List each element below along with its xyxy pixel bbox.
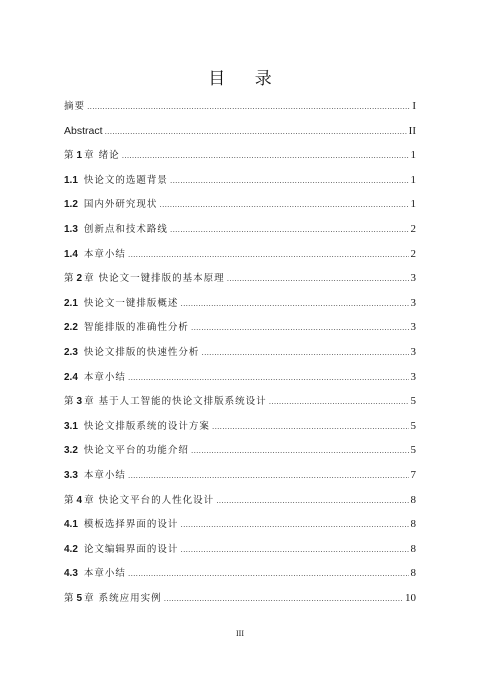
toc-page-number: 8 [410, 567, 416, 580]
toc-page-number: 1 [410, 149, 416, 162]
toc-page-number: 2 [410, 222, 416, 235]
entry-text: 第 [64, 273, 75, 285]
toc-entry[interactable] [64, 512, 416, 537]
table-of-contents [64, 94, 416, 610]
toc-entry[interactable] [64, 414, 416, 439]
dot-leader [191, 316, 409, 341]
toc-entry-label [64, 538, 178, 563]
toc-entry-label [64, 341, 199, 366]
toc-entry-label [64, 513, 178, 538]
dot-leader [159, 193, 408, 218]
toc-page-number: 7 [410, 468, 416, 481]
toc-page-number: 3 [410, 370, 416, 383]
toc-entry-label [64, 562, 126, 587]
toc-entry-label [64, 316, 189, 341]
toc-page-number: 5 [410, 395, 416, 408]
entry-text: 论文编辑界面的设计 [83, 543, 179, 555]
dot-leader [180, 292, 408, 317]
toc-entry[interactable] [64, 217, 416, 242]
toc-page-number: 1 [410, 173, 416, 186]
entry-text: 第 [64, 396, 75, 408]
section-number: 3.3 [64, 469, 78, 481]
toc-entry[interactable] [64, 192, 416, 217]
toc-page-number: II [408, 124, 416, 137]
dot-leader [180, 513, 408, 538]
toc-page-number: 8 [410, 542, 416, 555]
dot-leader [128, 366, 409, 391]
toc-entry[interactable] [64, 365, 416, 390]
toc-entry-label [64, 144, 120, 169]
section-number: 1.4 [64, 248, 78, 260]
entry-text-suffix: 章 绪论 [84, 150, 120, 162]
entry-text: 快论文平台的功能介绍 [83, 445, 189, 457]
toc-page-number: 3 [410, 321, 416, 334]
dot-leader [227, 267, 409, 292]
toc-entry[interactable] [64, 488, 416, 513]
toc-entry[interactable] [64, 463, 416, 488]
entry-text-suffix: 章 基于人工智能的快论文排版系统设计 [84, 396, 267, 408]
toc-entry[interactable] [64, 340, 416, 365]
entry-text-suffix: 章 快论文平台的人性化设计 [84, 494, 215, 506]
toc-entry-label [64, 193, 157, 218]
section-number: 2.4 [64, 371, 78, 383]
entry-text: 国内外研究现状 [83, 199, 158, 211]
entry-text: 模板选择界面的设计 [83, 519, 179, 531]
toc-entry-label [64, 95, 85, 120]
entry-text: 第 [64, 494, 75, 506]
dot-leader [191, 439, 409, 464]
section-number: 3.1 [64, 420, 78, 432]
entry-text: 本章小结 [83, 248, 126, 260]
chapter-number: 3 [76, 396, 83, 408]
toc-page-number: 2 [410, 247, 416, 260]
toc-entry[interactable] [64, 119, 416, 144]
entry-text: 智能排版的准确性分析 [83, 322, 189, 334]
dot-leader [128, 243, 409, 268]
toc-entry-label [64, 243, 126, 268]
toc-entry[interactable] [64, 586, 416, 611]
section-number: 2.2 [64, 322, 78, 334]
toc-entry-label [64, 390, 267, 415]
chapter-number: 1 [76, 150, 83, 162]
toc-page-number: 3 [410, 272, 416, 285]
entry-text: 本章小结 [83, 568, 126, 580]
toc-page-number: 10 [405, 591, 416, 604]
toc-entry-label [64, 366, 126, 391]
toc-entry-label [64, 119, 103, 144]
entry-text: 本章小结 [83, 469, 126, 481]
section-number: 1.3 [64, 223, 78, 235]
chapter-number: 2 [76, 273, 83, 285]
section-number: 4.3 [64, 568, 78, 580]
section-number: 2.3 [64, 346, 78, 358]
toc-entry[interactable] [64, 438, 416, 463]
toc-page-number: 3 [410, 296, 416, 309]
toc-entry[interactable] [64, 389, 416, 414]
section-number: 1.1 [64, 174, 78, 186]
toc-page-number: 3 [410, 345, 416, 358]
toc-entry-label [64, 439, 189, 464]
entry-text: 摘要 [64, 101, 86, 112]
entry-text: 创新点和技术路线 [83, 223, 168, 235]
toc-page-number: 5 [410, 419, 416, 432]
toc-page-number: 5 [410, 444, 416, 457]
chapter-number: 4 [76, 494, 83, 506]
toc-entry-label [64, 292, 178, 317]
dot-leader [170, 169, 409, 194]
toc-page-number: 8 [410, 493, 416, 506]
dot-leader [128, 464, 409, 489]
entry-text: 本章小结 [83, 371, 126, 383]
dot-leader [180, 538, 408, 563]
toc-entry[interactable] [64, 143, 416, 168]
page-number-footer: III [236, 629, 244, 638]
chapter-number: 5 [76, 592, 83, 604]
section-number: 2.1 [64, 297, 78, 309]
toc-entry[interactable] [64, 561, 416, 586]
toc-entry-label [64, 587, 162, 612]
dot-leader [164, 587, 403, 612]
toc-entry-label [64, 169, 168, 194]
entry-text: 第 [64, 592, 75, 604]
entry-text: 快论文排版系统的设计方案 [83, 420, 210, 432]
entry-text: 第 [64, 150, 75, 162]
entry-text: 快论文排版的快速性分析 [83, 346, 200, 358]
toc-entry-label [64, 218, 168, 243]
dot-leader [201, 341, 408, 366]
entry-text: 快论文的选题背景 [83, 174, 168, 186]
dot-leader [105, 120, 407, 145]
toc-page-number: 8 [410, 518, 416, 531]
dot-leader [216, 489, 408, 514]
entry-text: 快论文一键排版概述 [83, 297, 179, 309]
entry-text-suffix: 章 系统应用实例 [84, 592, 162, 604]
page-title: 目 录 [208, 69, 284, 89]
dot-leader [212, 415, 409, 440]
toc-entry[interactable] [64, 291, 416, 316]
toc-page-number: I [412, 100, 416, 112]
dot-leader [87, 95, 410, 120]
toc-page-number: 1 [410, 198, 416, 211]
dot-leader [170, 218, 409, 243]
dot-leader [122, 144, 409, 169]
toc-entry[interactable] [64, 242, 416, 267]
toc-entry-label [64, 464, 126, 489]
section-number: 3.2 [64, 445, 78, 457]
entry-text-suffix: 章 快论文一键排版的基本原理 [84, 273, 225, 285]
toc-entry[interactable] [64, 168, 416, 193]
toc-entry-label [64, 267, 225, 292]
toc-entry[interactable] [64, 537, 416, 562]
toc-entry-label [64, 415, 210, 440]
section-number: 4.1 [64, 519, 78, 531]
entry-text: Abstract [64, 124, 103, 137]
toc-entry[interactable] [64, 315, 416, 340]
toc-entry-label [64, 489, 214, 514]
section-number: 1.2 [64, 199, 78, 211]
toc-entry[interactable] [64, 266, 416, 291]
section-number: 4.2 [64, 543, 78, 555]
dot-leader [269, 390, 409, 415]
dot-leader [128, 562, 409, 587]
toc-entry[interactable] [64, 94, 416, 119]
